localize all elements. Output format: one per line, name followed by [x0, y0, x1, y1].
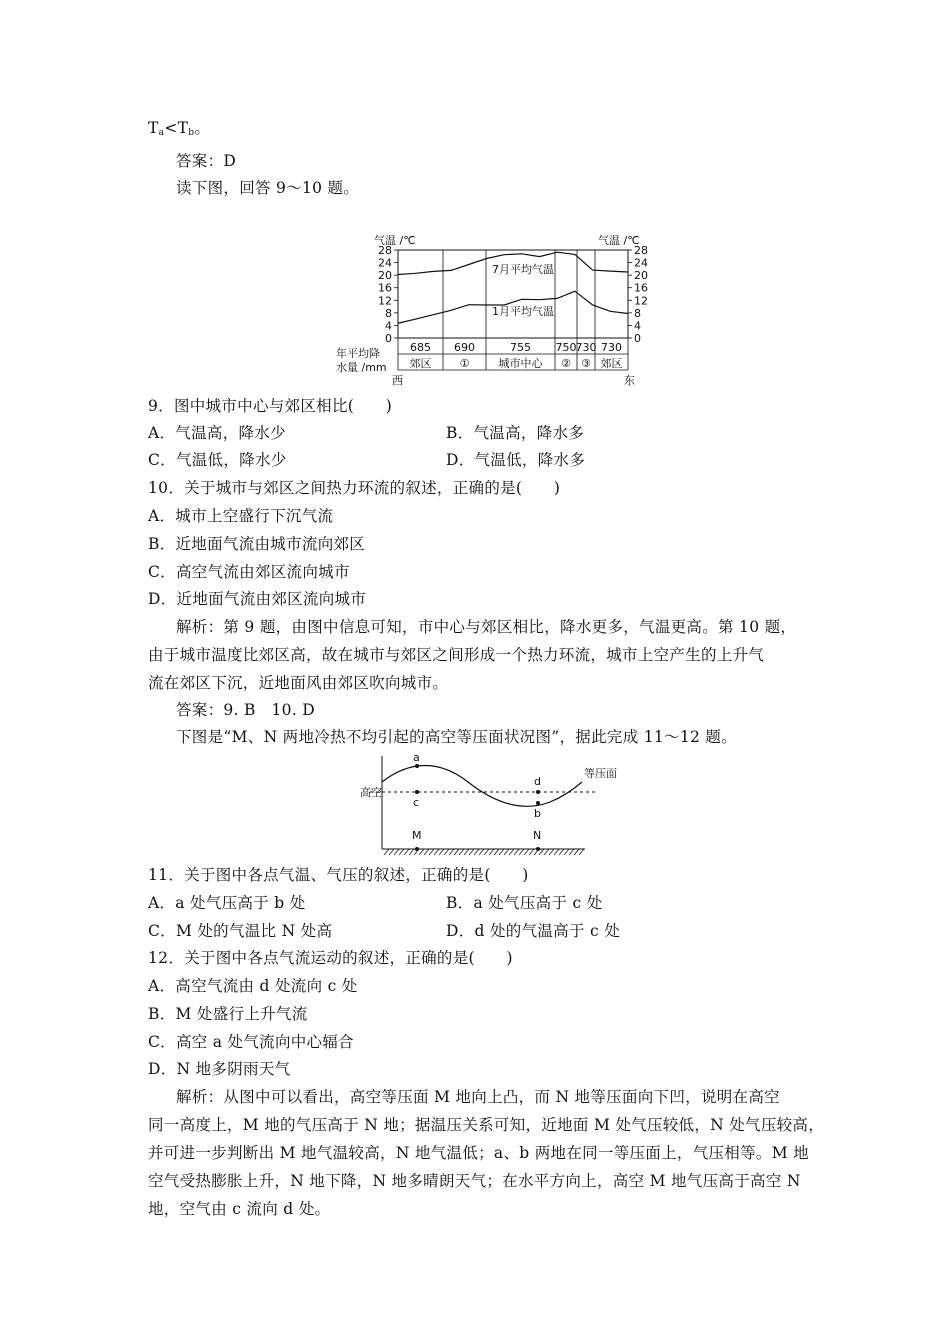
option-10c: C．高空气流由郊区流向城市 [148, 563, 350, 581]
hatch-stroke [554, 849, 559, 855]
hatch-stroke [529, 849, 534, 855]
point-n [536, 847, 540, 851]
hatch-stroke [549, 849, 554, 855]
precip-label-row2: 水量 /mm [336, 361, 387, 374]
hatch-stroke [464, 849, 469, 855]
option-12d: D．N 地多阴雨天气 [148, 1060, 291, 1078]
line-formula [148, 118, 210, 143]
precip-value: 730 [601, 341, 622, 354]
hatch-stroke [504, 849, 509, 855]
temperature-precip-chart [330, 230, 650, 388]
zone-label: ② [561, 357, 571, 370]
zone-label: ① [459, 357, 470, 370]
tick-label-right: 4 [634, 319, 641, 333]
hatch-stroke [439, 849, 444, 855]
precip-value: 685 [410, 341, 431, 354]
zone-label: 郊区 [600, 357, 623, 370]
point-c [415, 790, 419, 794]
option-10a: A．城市上空盛行下沉气流 [148, 507, 334, 525]
explanation-1-line3: 流在郊区下沉，近地面风由郊区吹向城市。 [148, 674, 449, 692]
tick-label-right: 24 [634, 256, 648, 270]
tick-label-right: 8 [634, 306, 641, 320]
series-label-january: 1月平均气温 [492, 305, 554, 318]
question-10: 10．关于城市与郊区之间热力环流的叙述，正确的是( ) [148, 479, 561, 497]
point-b [536, 801, 540, 805]
option-11a: A．a 处气压高于 b 处 [148, 894, 306, 912]
explanation-2-line4: 空气受热膨胀上升，N 地下降，N 地多晴朗天气；在水平方向上，高空 M 地气压高于高空 N [148, 1172, 801, 1190]
formula-sub-b: b [188, 128, 195, 138]
hatch-stroke [419, 849, 424, 855]
right-axis-label: 气温 /℃ [598, 234, 640, 247]
hatch-stroke [409, 849, 414, 855]
hatch-stroke [499, 849, 504, 855]
hatch-stroke [429, 849, 434, 855]
point-m [415, 847, 419, 851]
tick-label-left: 12 [378, 294, 392, 308]
explanation-2-line2: 同一高度上，M 地的气压高于 N 地；据温压关系可知，近地面 M 处气压较低，N 处气压较高， [148, 1116, 825, 1134]
hatch-stroke [434, 849, 439, 855]
hatch-stroke [399, 849, 404, 855]
isobaric-surface-diagram [360, 751, 617, 882]
hatch-stroke [494, 849, 499, 855]
surface-label: 等压面 [584, 767, 617, 780]
west-label: 西 [392, 374, 403, 387]
zone-label: 城市中心 [498, 357, 543, 370]
tick-label-right: 20 [634, 269, 648, 283]
explanation-1-line1: 解析：第 9 题，由图中信息可知，市中心与郊区相比，降水更多，气温更高。第 10 题， [176, 618, 797, 636]
option-11d: D．d 处的气温高于 c 处 [446, 922, 621, 940]
hatch-stroke [394, 849, 399, 855]
tick-label-left: 24 [378, 256, 392, 270]
instruction-line: 读下图，回答 9～10 题。 [176, 179, 360, 197]
hatch-stroke [469, 849, 474, 855]
option-9b: B．气温高，降水多 [446, 424, 585, 442]
label-n: N [533, 829, 542, 842]
hatch-stroke [544, 849, 549, 855]
formula-t: T [148, 119, 159, 137]
ground-hatching [384, 849, 584, 855]
intro-11-12: 下图是“M、N 两地冷热不均引起的高空等压面状况图”，据此完成 11～12 题。 [176, 728, 738, 746]
hatch-stroke [569, 849, 574, 855]
answer-line: 答案：D [176, 152, 237, 170]
explanation-2-line5: 地，空气由 c 流向 d 处。 [148, 1200, 331, 1218]
option-12a: A．高空气流由 d 处流向 c 处 [148, 977, 358, 995]
label-m: M [412, 829, 422, 842]
diagram-svg [360, 751, 617, 857]
tick-label-left: 0 [385, 332, 392, 345]
hatch-stroke [509, 849, 514, 855]
zone-label: ③ [581, 357, 591, 370]
question-12: 12．关于图中各点气流运动的叙述，正确的是( ) [148, 949, 513, 967]
tick-label-right: 16 [634, 281, 648, 295]
label-c: c [413, 796, 420, 809]
hatch-stroke [444, 849, 449, 855]
tick-label-left: 28 [378, 244, 392, 257]
chart1-svg [330, 230, 650, 388]
tick-label-right: 0 [634, 332, 641, 345]
option-12b: B．M 处盛行上升气流 [148, 1005, 308, 1023]
label-b: b [534, 807, 541, 820]
option-10d: D．近地面气流由郊区流向城市 [148, 590, 367, 608]
question-11: 11．关于图中各点气温、气压的叙述，正确的是( ) [148, 866, 529, 884]
hatch-stroke [524, 849, 529, 855]
isobaric-surface-curve [382, 766, 582, 807]
zone-label: 郊区 [409, 357, 432, 370]
hatch-stroke [519, 849, 524, 855]
hatch-stroke [389, 849, 394, 855]
point-a [415, 764, 419, 768]
hatch-stroke [449, 849, 454, 855]
precip-value: 730 [575, 341, 597, 354]
precip-value: 755 [510, 341, 531, 354]
series-label-july: 7月平均气温 [492, 263, 554, 276]
hatch-stroke [479, 849, 484, 855]
explanation-2-line3: 并可进一步判断出 M 地气温较高，N 地气温低；a、b 两地在同一等压面上，气压相等。M 地 [148, 1144, 809, 1162]
explanation-2-line1: 解析：从图中可以看出，高空等压面 M 地向上凸，而 N 地等压面向下凹，说明在高空 [176, 1088, 780, 1106]
precip-label-row1: 年平均降 [336, 347, 380, 360]
tick-label-left: 8 [385, 306, 392, 320]
option-12c: C．高空 a 处气流向中心辐合 [148, 1033, 354, 1051]
label-d: d [534, 775, 541, 788]
tick-label-right: 12 [634, 294, 648, 308]
tick-label-left: 4 [385, 319, 392, 333]
option-9a: A．气温高，降水少 [148, 424, 286, 442]
hatch-stroke [579, 849, 584, 855]
hatch-stroke [384, 849, 389, 855]
answer-9-10: 答案：9. B 10. D [176, 701, 316, 719]
hatch-stroke [459, 849, 464, 855]
option-11c: C．M 处的气温比 N 处高 [148, 922, 333, 940]
formula-sub-a: a [158, 128, 165, 138]
hatch-stroke [484, 849, 489, 855]
hatch-stroke [424, 849, 429, 855]
label-a: a [413, 751, 420, 764]
hatch-stroke [559, 849, 564, 855]
hatch-stroke [489, 849, 494, 855]
hatch-stroke [474, 849, 479, 855]
point-d [536, 790, 540, 794]
east-label: 东 [624, 374, 635, 387]
hatch-stroke [514, 849, 519, 855]
tick-label-left: 20 [378, 269, 392, 283]
option-10b: B．近地面气流由城市流向郊区 [148, 535, 366, 553]
precip-value: 750 [555, 341, 577, 354]
height-label: 高空 [360, 786, 382, 799]
hatch-stroke [564, 849, 569, 855]
precip-value: 690 [454, 341, 475, 354]
formula-end: 。 [194, 119, 211, 137]
option-9d: D．气温低，降水多 [446, 451, 586, 469]
hatch-stroke [574, 849, 579, 855]
hatch-stroke [404, 849, 409, 855]
tick-label-right: 28 [634, 244, 648, 257]
left-axis-label: 气温 /℃ [374, 234, 416, 247]
question-9: 9．图中城市中心与郊区相比( ) [148, 397, 393, 415]
explanation-1-line2: 由于城市温度比郊区高，故在城市与郊区之间形成一个热力环流，城市上空产生的上升气 [148, 646, 765, 664]
formula-lt: <T [164, 119, 189, 137]
option-11b: B．a 处气压高于 c 处 [446, 894, 603, 912]
hatch-stroke [454, 849, 459, 855]
tick-label-left: 16 [378, 281, 392, 295]
option-9c: C．气温低，降水少 [148, 451, 287, 469]
